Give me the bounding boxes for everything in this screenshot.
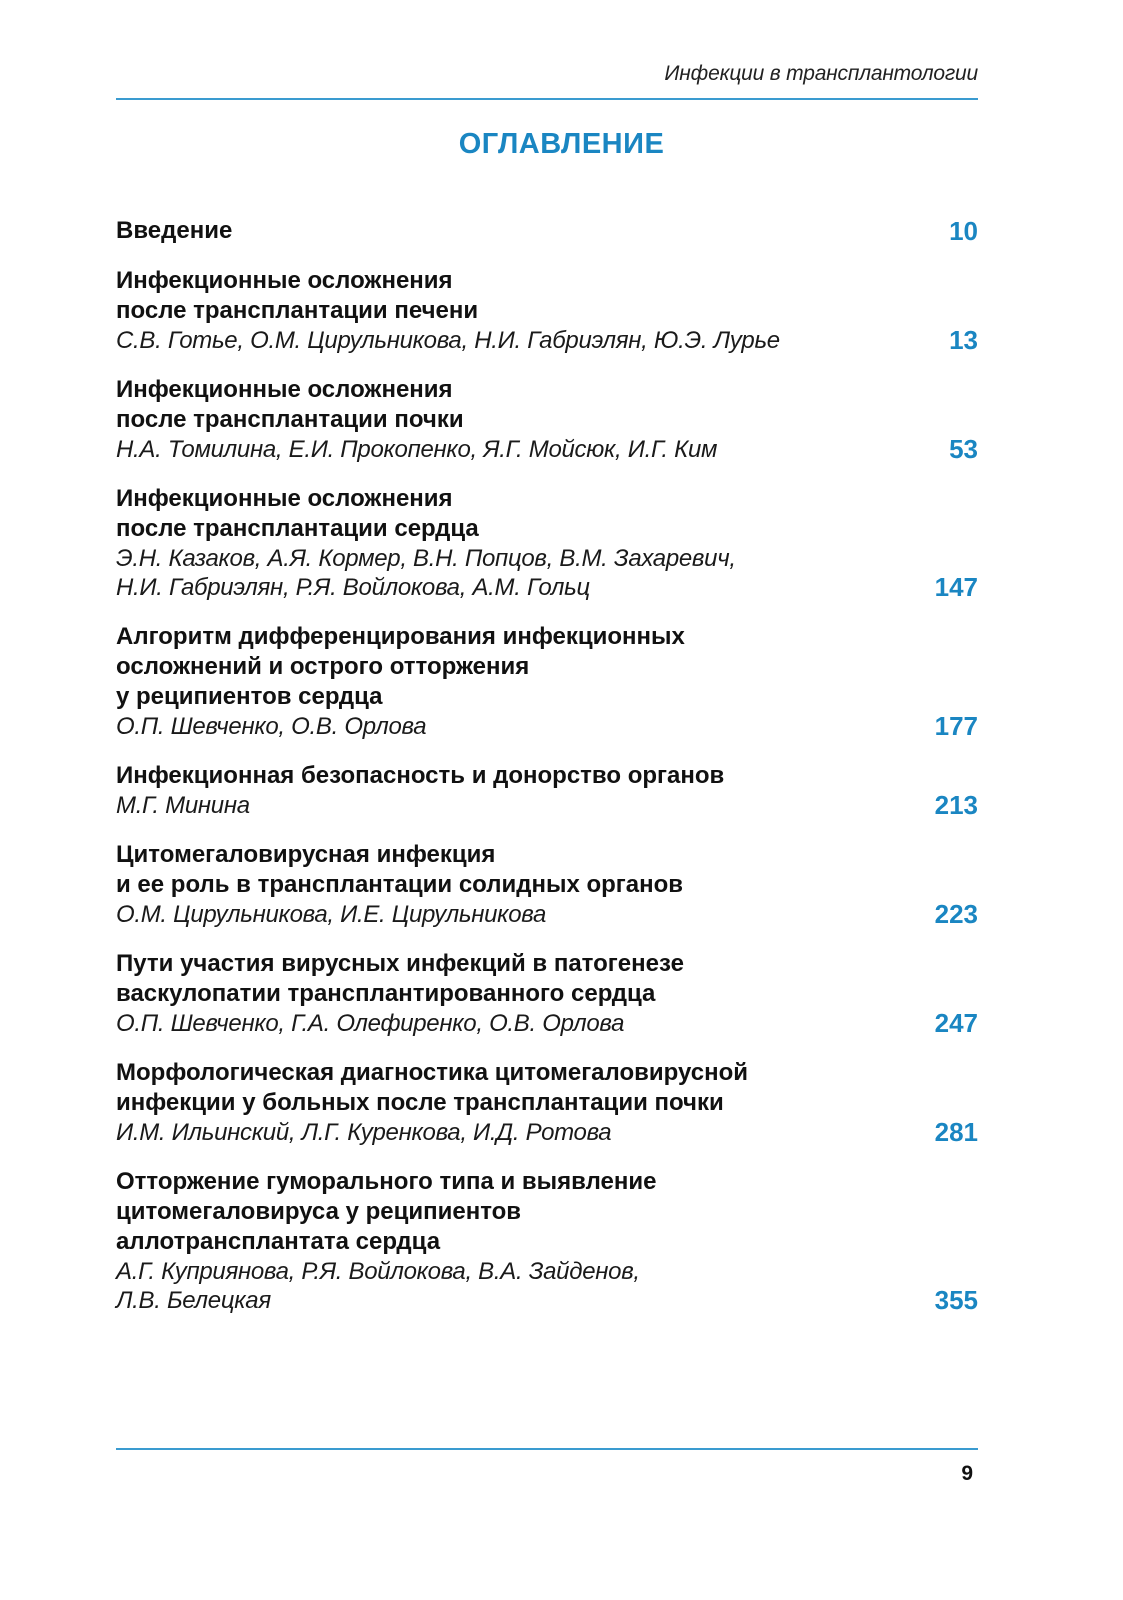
toc-entry-authors: О.П. Шевченко, О.В. Орлова <box>116 713 427 740</box>
toc-entry-liver-transplant[interactable] <box>116 266 978 355</box>
header-divider <box>116 98 978 100</box>
toc-entry-authors: О.М. Цирульникова, И.Е. Цирульникова <box>116 901 547 928</box>
toc-entry-title: Пути участия вирусных инфекций в патогенезе васкулопатии трансплантированного сердца <box>116 950 684 1007</box>
toc-entry-title: Инфекционные осложнения после трансплантации печени <box>116 267 479 324</box>
toc-entry-authors: С.В. Готье, О.М. Цирульникова, Н.И. Габриэлян, Ю.Э. Лурье <box>116 327 780 354</box>
toc-entry-title: Отторжение гуморального типа и выявление цитомегаловируса у реципиентов аллотрансплантата сердца <box>116 1168 657 1255</box>
toc-entry-page[interactable]: 53 <box>949 434 978 464</box>
toc-entry-title: Алгоритм дифференцирования инфекционных осложнений и острого отторжения у реципиентов сердца <box>116 623 685 710</box>
toc-entry-page[interactable]: 13 <box>949 325 978 355</box>
toc-entry-title: Инфекционные осложнения после трансплантации сердца <box>116 485 479 542</box>
toc-entry-page[interactable]: 213 <box>934 790 978 820</box>
toc-entry-title: Инфекционная безопасность и донорство органов <box>116 762 725 789</box>
toc-entry-page[interactable]: 10 <box>949 216 978 246</box>
toc-entry-differentiation-algorithm[interactable] <box>116 622 978 741</box>
toc-entry-title: Цитомегаловирусная инфекция и ее роль в трансплантации солидных органов <box>116 841 684 898</box>
toc-entry-authors: И.М. Ильинский, Л.Г. Куренкова, И.Д. Ротова <box>116 1119 612 1146</box>
toc-entry-cytomegalovirus-infection[interactable] <box>116 840 978 929</box>
toc-entry-title: Введение <box>116 217 233 244</box>
toc-entry-kidney-transplant[interactable] <box>116 375 978 464</box>
running-header-title: Инфекции в трансплантологии <box>664 62 978 85</box>
toc-entry-infection-safety-donation[interactable] <box>116 761 978 820</box>
footer-divider <box>116 1448 978 1450</box>
toc-entry-title: Инфекционные осложнения после трансплантации почки <box>116 376 464 433</box>
toc-entry-authors: Э.Н. Казаков, А.Я. Кормер, В.Н. Попцов, В.М. Захаревич, Н.И. Габриэлян, Р.Я. Войлокова, А.М. Гольц <box>116 545 736 601</box>
page-number: 9 <box>961 1462 973 1485</box>
toc-entry-morphological-diagnostics[interactable] <box>116 1058 978 1147</box>
toc-entry-page[interactable]: 247 <box>934 1008 978 1038</box>
toc-entry-page[interactable]: 177 <box>934 711 978 741</box>
toc-entry-introduction[interactable] <box>116 216 978 246</box>
toc-entry-viral-vasculopathy[interactable] <box>116 949 978 1038</box>
toc-entry-heart-transplant[interactable] <box>116 484 978 602</box>
toc-entry-page[interactable]: 147 <box>934 572 978 602</box>
toc-entry-page[interactable]: 355 <box>934 1285 978 1315</box>
toc-list <box>116 216 978 1335</box>
toc-entry-page[interactable]: 223 <box>934 899 978 929</box>
toc-entry-authors: М.Г. Минина <box>116 792 250 819</box>
toc-entry-title: Морфологическая диагностика цитомегаловирусной инфекции у больных после трансплантации почки <box>116 1059 748 1116</box>
toc-entry-page[interactable]: 281 <box>934 1117 978 1147</box>
toc-entry-authors: Н.А. Томилина, Е.И. Прокопенко, Я.Г. Мойсюк, И.Г. Ким <box>116 436 718 463</box>
toc-entry-authors: А.Г. Куприянова, Р.Я. Войлокова, В.А. Зайденов, Л.В. Белецкая <box>116 1258 640 1314</box>
toc-entry-authors: О.П. Шевченко, Г.А. Олефиренко, О.В. Орлова <box>116 1010 625 1037</box>
toc-heading: ОГЛАВЛЕНИЕ <box>458 128 665 160</box>
toc-entry-humoral-rejection[interactable] <box>116 1167 978 1315</box>
